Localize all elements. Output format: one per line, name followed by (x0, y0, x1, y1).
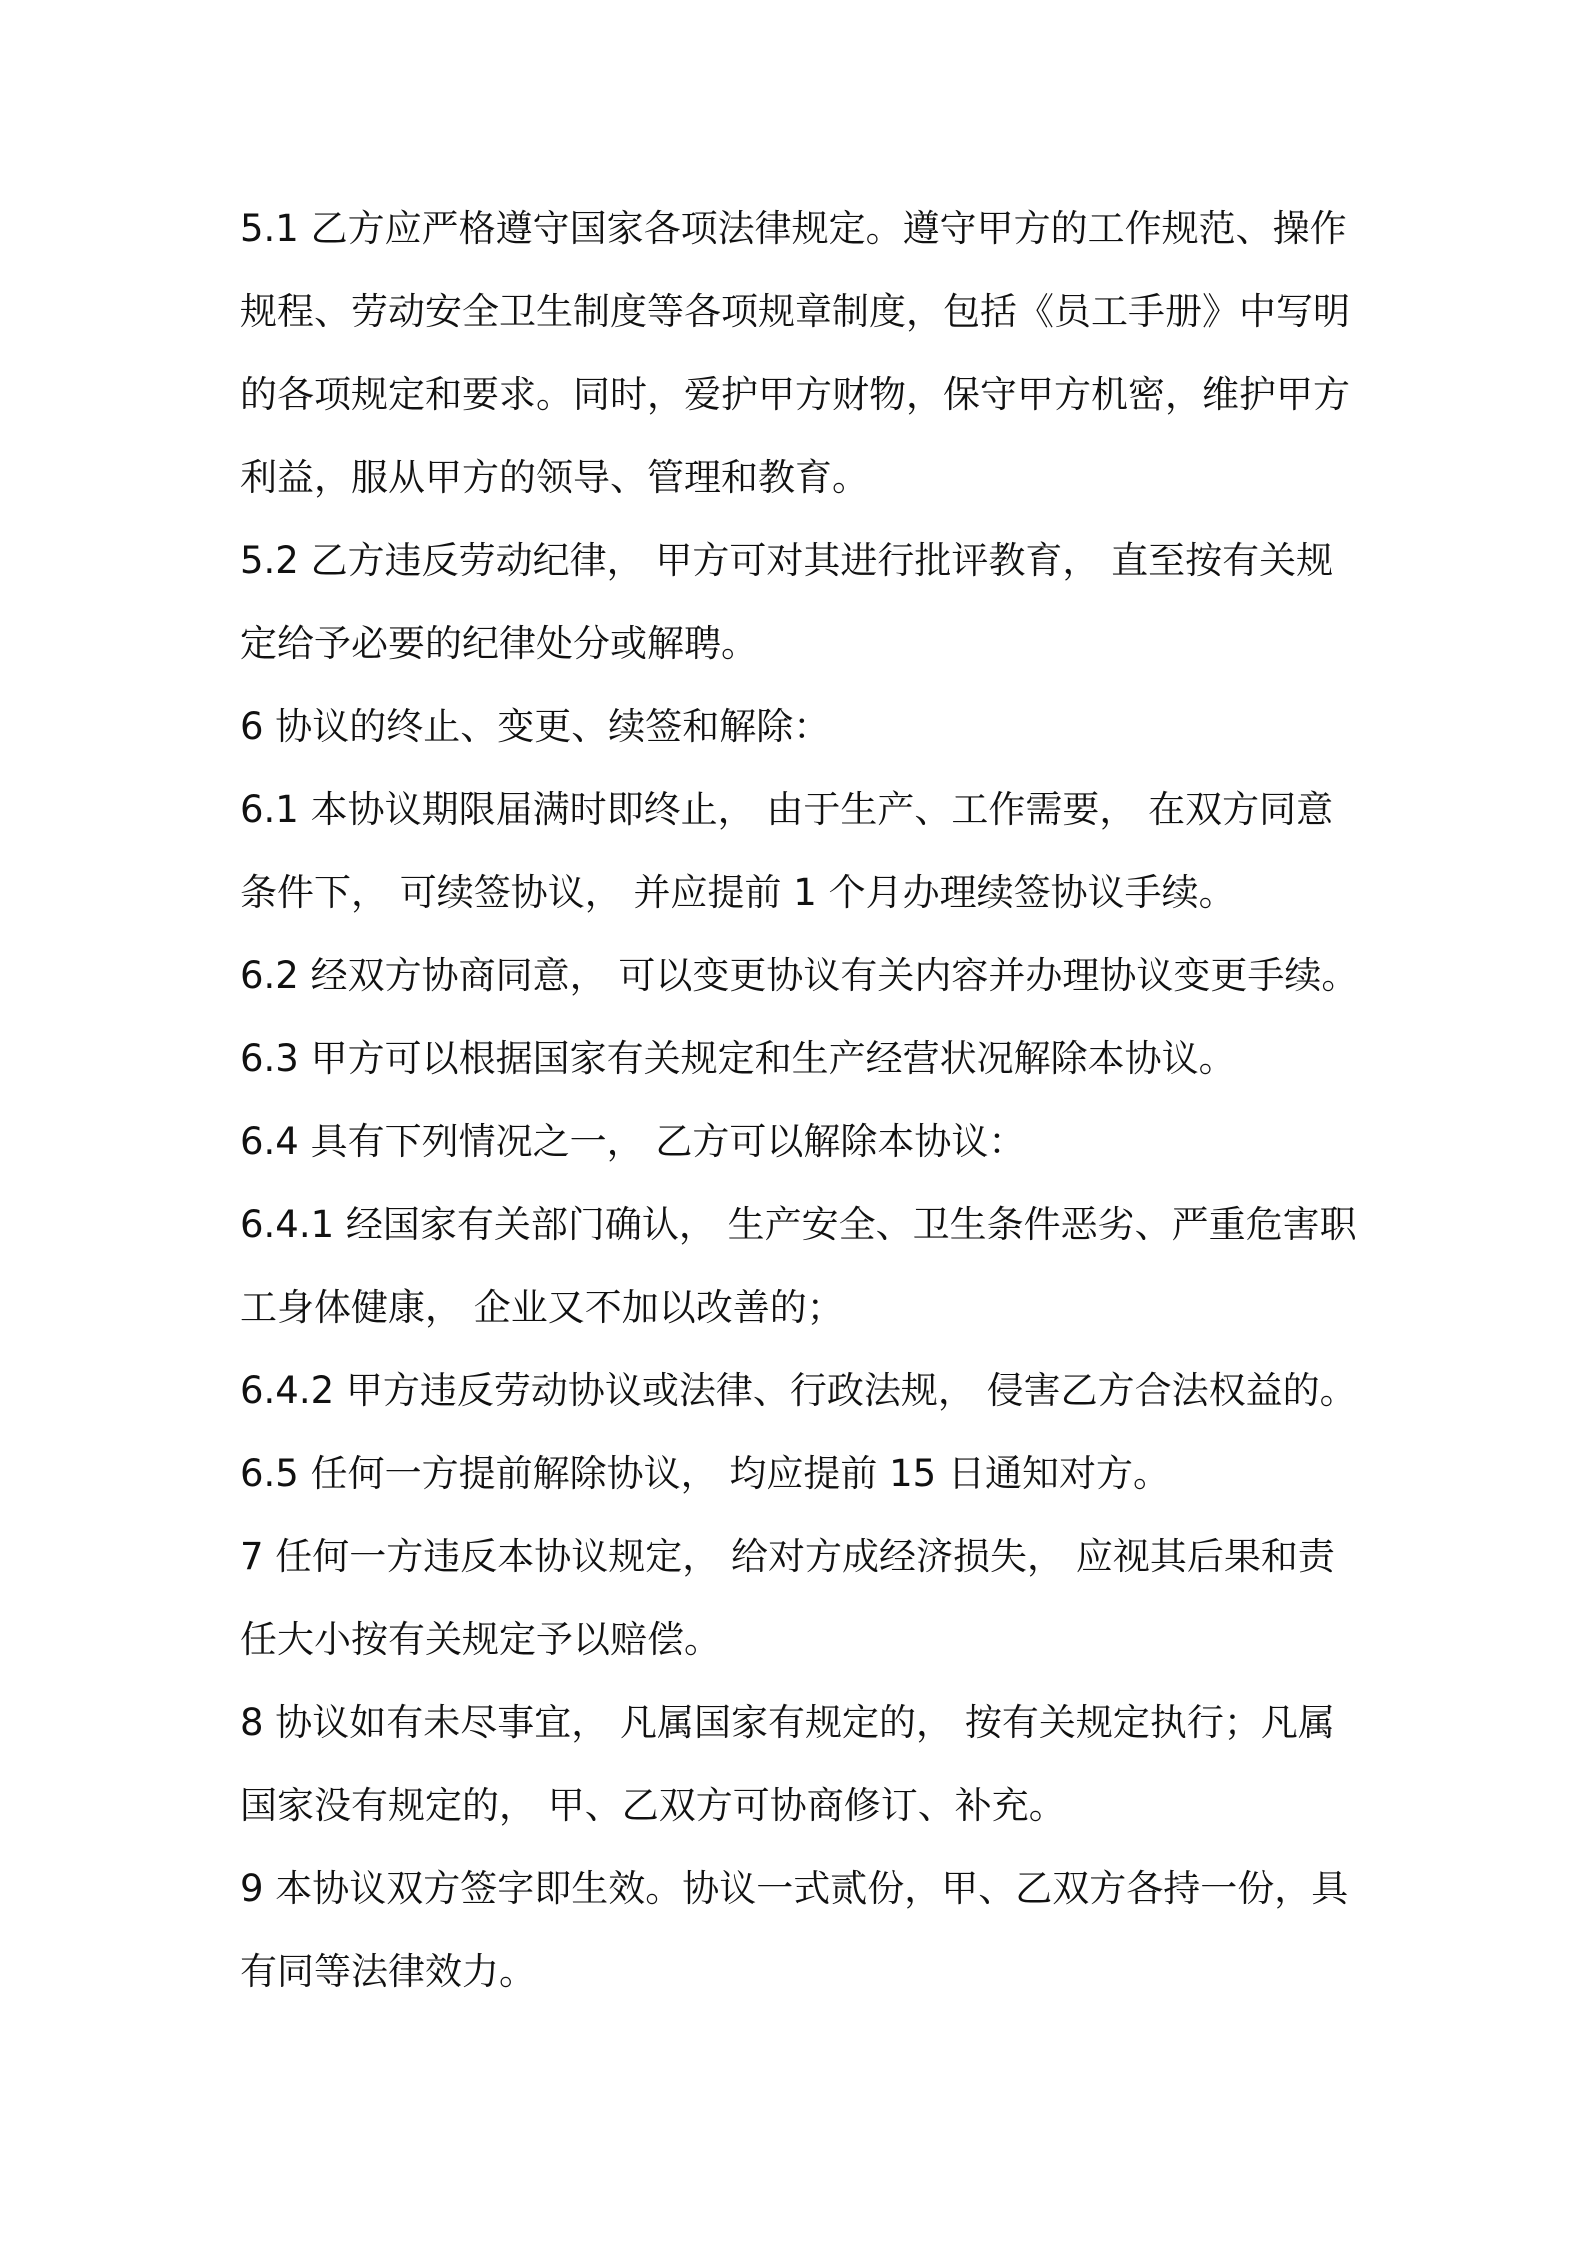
section-6-heading: 6 协议的终止、变更、续签和解除： (240, 705, 831, 748)
clause-8: 8 协议如有未尽事宜， 凡属国家有规定的， 按有关规定执行；凡属国家没有规定的， 甲、乙双方可协商修订、补充。 (240, 1701, 1335, 1827)
clause-6-5: 6.5 任何一方提前解除协议， 均应提前 15 日通知对方。 (240, 1452, 1170, 1495)
clause-6-2: 6.2 经双方协商同意， 可以变更协议有关内容并办理协议变更手续。 (240, 954, 1359, 997)
clause-9: 9 本协议双方签字即生效。协议一式贰份，甲、乙双方各持一份，具有同等法律效力。 (240, 1867, 1349, 1993)
clause-6-4-2: 6.4.2 甲方违反劳动协议或法律、行政法规， 侵害乙方合法权益的。 (240, 1369, 1357, 1412)
clause-5-1: 5.1 乙方应严格遵守国家各项法律规定。遵守甲方的工作规范、操作规程、劳动安全卫生制度等各项规章制度，包括《员工手册》中写明的各项规定和要求。同时，爱护甲方财物，保守甲方机密，维护甲方利益，服从甲方的领导、管理和教育。 (240, 207, 1350, 499)
clause-7: 7 任何一方违反本协议规定， 给对方成经济损失， 应视其后果和责任大小按有关规定予以赔偿。 (240, 1535, 1335, 1661)
clause-6-4: 6.4 具有下列情况之一， 乙方可以解除本协议： (240, 1120, 1026, 1163)
clause-5-2: 5.2 乙方违反劳动纪律， 甲方可对其进行批评教育， 直至按有关规定给予必要的纪律处分或解聘。 (240, 539, 1334, 665)
clause-6-4-1: 6.4.1 经国家有关部门确认， 生产安全、卫生条件恶劣、严重危害职工身体健康， 企业又不加以改善的； (240, 1203, 1357, 1329)
document-body (240, 187, 1360, 2013)
clause-6-3: 6.3 甲方可以根据国家有关规定和生产经营状况解除本协议。 (240, 1037, 1236, 1080)
clause-6-1: 6.1 本协议期限届满时即终止， 由于生产、工作需要， 在双方同意条件下， 可续签协议， 并应提前 1 个月办理续签协议手续。 (240, 788, 1334, 914)
